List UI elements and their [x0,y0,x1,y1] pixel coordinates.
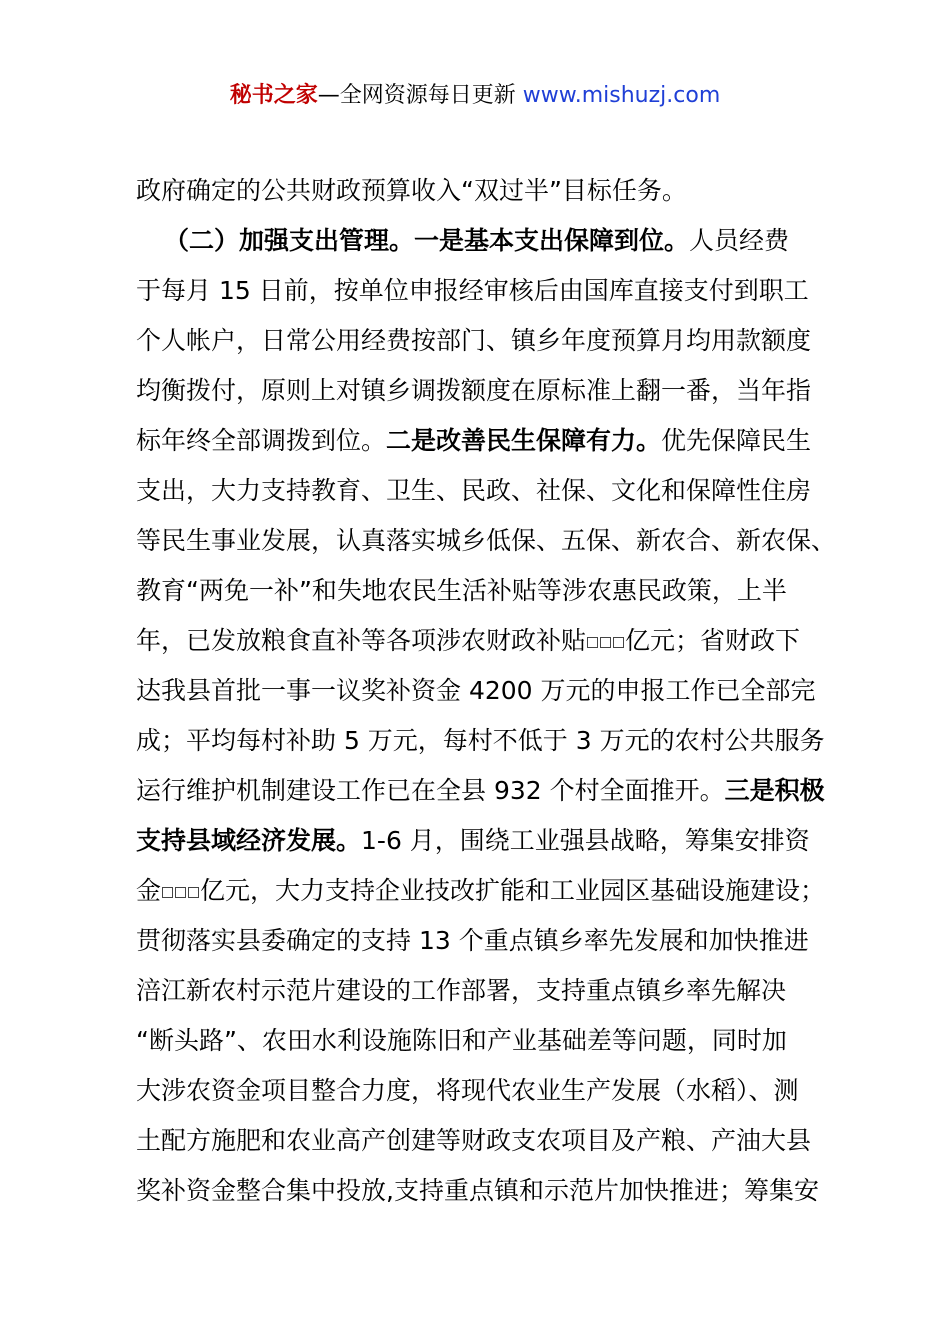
text-run: “断头路”、农田水利设施陈旧和产业基础差等问题，同时加 [136,1026,787,1055]
text-run: 金 [136,876,162,905]
text-run: 支出，大力支持教育、卫生、民政、社保、文化和保障性住房 [136,476,812,505]
text-line [136,1166,866,1216]
missing-glyph-box [162,887,173,898]
text-run: 等民生事业发展，认真落实城乡低保、五保、新农合、新农保、 [136,526,837,555]
missing-glyph-box [587,637,598,648]
site-header [0,80,950,112]
missing-glyph-box [613,637,624,648]
text-line [136,516,866,566]
missing-glyph-box [175,887,186,898]
text-run: 人员经费 [689,226,790,255]
site-brand: 秘书之家 [229,83,318,108]
bold-subheading: 二是改善民生保障有力。 [386,426,662,455]
text-line [136,716,866,766]
section-heading-line [136,216,866,266]
text-line [136,766,866,816]
text-run: 亿元；省财政下 [625,626,801,655]
text-line [136,416,866,466]
text-run: 标年终全部调拨到位。 [136,426,387,455]
bold-subheading: 三是积极 [724,776,825,805]
text-line [136,1016,866,1066]
text-line [136,1116,866,1166]
text-run: 奖补资金整合集中投放,支持重点镇和示范片加快推进；筹集安 [136,1176,819,1205]
text-run: 优先保障民生 [661,426,812,455]
text-line [136,916,866,966]
text-run: 政府确定的公共财政预算收入“双过半”目标任务。 [136,176,687,205]
text-line [136,1066,866,1116]
text-line [136,966,866,1016]
text-line [136,866,866,916]
text-run: 教育“两免一补”和失地农民生活补贴等涉农惠民政策，上半 [136,576,787,605]
text-line [136,466,866,516]
text-line [136,266,866,316]
text-line [136,366,866,416]
text-run: 亿元，大力支持企业技改扩能和工业园区基础设施建设； [200,876,826,905]
text-run: 1-6 月，围绕工业强县战略，筹集安排资 [361,826,810,855]
text-run: 贯彻落实县委确定的支持 13 个重点镇乡率先发展和加快推进 [136,926,809,955]
text-line [136,166,866,216]
text-run: 运行维护机制建设工作已在全县 932 个村全面推开。 [136,776,725,805]
text-run: 大涉农资金项目整合力度，将现代农业生产发展（水稻）、测 [136,1076,799,1105]
text-run: 个人帐户，日常公用经费按部门、镇乡年度预算月均用款额度 [136,326,812,355]
site-slogan: —全网资源每日更新 [317,83,516,108]
text-run: 土配方施肥和农业高产创建等财政支农项目及产粮、产油大县 [136,1126,812,1155]
text-run: 达我县首批一事一议奖补资金 4200 万元的申报工作已全部完 [136,676,816,705]
missing-glyph-box [188,887,199,898]
text-run: 年，已发放粮食直补等各项涉农财政补贴 [136,626,587,655]
section-heading: （二）加强支出管理。一是基本支出保障到位。 [164,226,690,255]
text-run: 均衡拨付，原则上对镇乡调拨额度在原标准上翻一番，当年指 [136,376,812,405]
site-url-link[interactable]: www.mishuzj.com [522,83,721,108]
missing-glyph-box [600,637,611,648]
text-run: 成；平均每村补助 5 万元，每村不低于 3 万元的农村公共服务 [136,726,825,755]
document-body [136,166,866,1216]
bold-subheading: 支持县域经济发展。 [136,826,362,855]
text-line [136,816,866,866]
text-line [136,616,866,666]
text-run: 于每月 15 日前，按单位申报经审核后由国库直接支付到职工 [136,276,809,305]
text-run: 涪江新农村示范片建设的工作部署，支持重点镇乡率先解决 [136,976,787,1005]
text-line [136,316,866,366]
text-line [136,666,866,716]
text-line [136,566,866,616]
